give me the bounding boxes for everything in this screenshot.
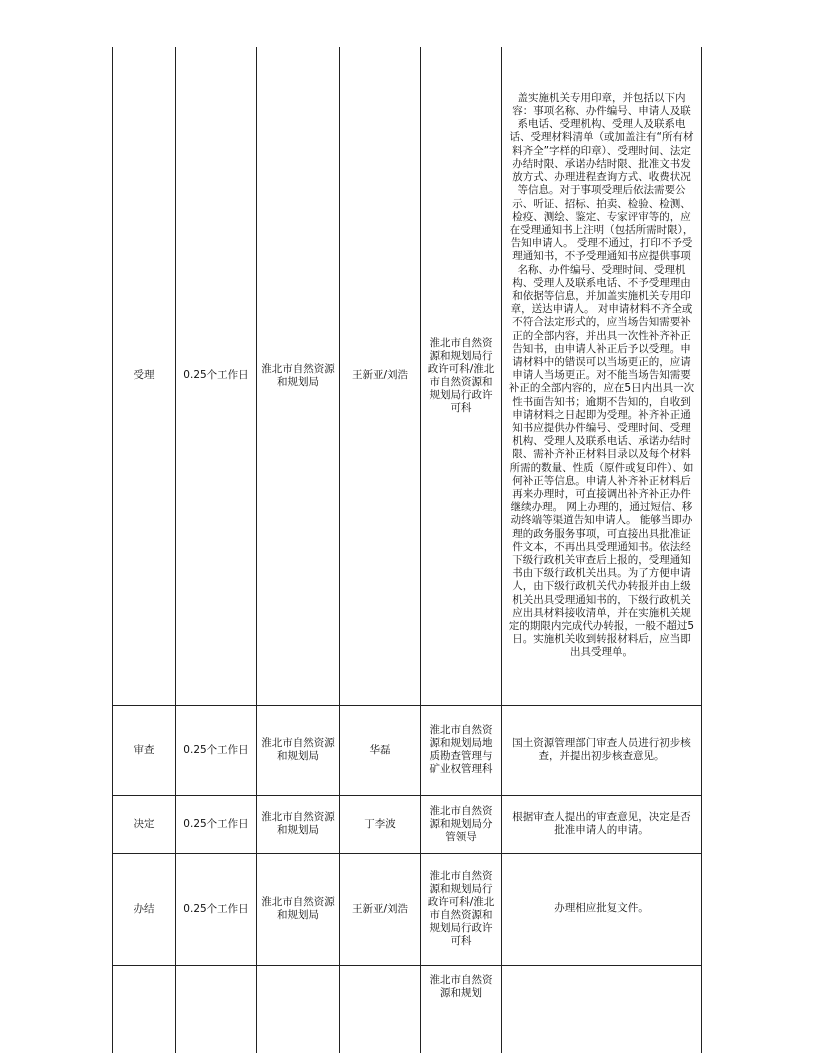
person-cell: 王新亚/刘浩 — [340, 47, 421, 705]
dept-cell: 淮北市自然资源和规划局行政许可科/淮北市自然资源和规划局行政许可科 — [421, 853, 502, 965]
person-cell — [340, 965, 421, 1053]
description-cell: 国土资源管理部门审查人员进行初步核查，并提出初步核查意见。 — [502, 705, 702, 795]
person-cell: 王新亚/刘浩 — [340, 853, 421, 965]
person-cell: 华磊 — [340, 705, 421, 795]
org-cell: 淮北市自然资源和规划局 — [257, 705, 340, 795]
step-cell: 受理 — [113, 47, 176, 705]
dept-cell: 淮北市自然资源和规划 — [421, 965, 502, 1053]
approval-process-table — [112, 47, 702, 1053]
dept-cell: 淮北市自然资源和规划局地质勘查管理与矿业权管理科 — [421, 705, 502, 795]
step-cell: 决定 — [113, 795, 176, 853]
dept-cell: 淮北市自然资源和规划局分管领导 — [421, 795, 502, 853]
duration-cell: 0.25个工作日 — [176, 795, 257, 853]
description-cell: 办理相应批复文件。 — [502, 853, 702, 965]
duration-cell — [176, 965, 257, 1053]
duration-cell: 0.25个工作日 — [176, 705, 257, 795]
table-row-review — [113, 705, 702, 795]
table-row-decide — [113, 795, 702, 853]
step-cell — [113, 965, 176, 1053]
table-row-accept — [113, 47, 702, 705]
description-cell: 根据审查人提出的审查意见，决定是否批准申请人的申请。 — [502, 795, 702, 853]
step-cell: 审查 — [113, 705, 176, 795]
org-cell: 淮北市自然资源和规划局 — [257, 795, 340, 853]
duration-cell: 0.25个工作日 — [176, 47, 257, 705]
table-row-complete — [113, 853, 702, 965]
table-row-next — [113, 965, 702, 1053]
org-cell: 淮北市自然资源和规划局 — [257, 47, 340, 705]
description-cell: 盖实施机关专用印章，并包括以下内容：事项名称、办件编号、申请人及联系电话、受理机构、受理人及联系电话、受理材料清单（或加盖注有“所有材料齐全”字样的印章）、受理时间、法定办结时限、承诺办结时限、批准文书发放方式、办理进程查询方式、收费状况等信息。对于事项受理后依法需要公示、听证、招标、拍卖、检验、检测、检疫、测绘、鉴定、专家评审等的，应在受理通知书上注明（包括所需时限），告知申请人。 受理不通过，打印不予受理通知书，不予受理通知书应提供事项名称、办件编号、受理时间、受理机构、受理人及联系电话、不予受理理由和依据等信息，并加盖实施机关专用印章，送达申请人。 对申请材料不齐全或不符合法定形式的，应当场告知需要补正的全部内容，并出具一次性补齐补正告知书，由申请人补正后予以受理。申请材料中的错误可以当场更正的，应请申请人当场更正。对不能当场告知需要补正的全部内容的，应在5日内出具一次性书面告知书；逾期不告知的，自收到申请材料之日起即为受理。补齐补正通知书应提供办件编号、受理时间、受理机构、受理人及联系电话、承诺办结时限、需补齐补正材料目录以及每个材料所需的数量、性质（原件或复印件）、如何补正等信息。申请人补齐补正材料后再来办理时，可直接调出补齐补正办件继续办理。 网上办理的，通过短信、移动终端等渠道告知申请人。 能够当即办理的政务服务事项，可直接出具批准证件文本，不再出具受理通知书。依法经下级行政机关审查后上报的，受理通知书由下级行政机关出具。为了方便申请人，由下级行政机关代办转报并由上级机关出具受理通知书的，下级行政机关应出具材料接收清单，并在实施机关规定的期限内完成代办转报，一般不超过5日。实施机关收到转报材料后，应当即出具受理单。 — [502, 47, 702, 705]
person-cell: 丁李波 — [340, 795, 421, 853]
dept-cell: 淮北市自然资源和规划局行政许可科/淮北市自然资源和规划局行政许可科 — [421, 47, 502, 705]
description-cell — [502, 965, 702, 1053]
org-cell: 淮北市自然资源和规划局 — [257, 853, 340, 965]
duration-cell: 0.25个工作日 — [176, 853, 257, 965]
org-cell — [257, 965, 340, 1053]
step-cell: 办结 — [113, 853, 176, 965]
